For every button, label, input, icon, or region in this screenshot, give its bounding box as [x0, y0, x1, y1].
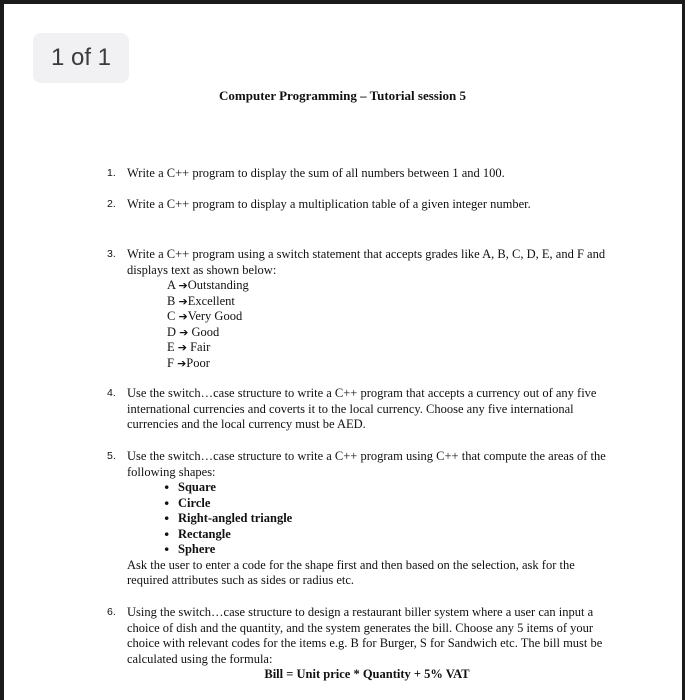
question-number: 6.: [107, 606, 116, 618]
grade-item: C ➔Very Good: [167, 309, 243, 324]
arrow-icon: ➔: [179, 325, 189, 339]
question-number: 3.: [107, 248, 116, 260]
question-6: [107, 605, 607, 683]
bullet-icon: •: [163, 511, 171, 527]
arrow-icon: ➔: [177, 341, 187, 355]
shape-item: • Circle: [163, 495, 211, 511]
bill-formula: Bill = Unit price * Quantity + 5% VAT: [264, 667, 470, 681]
question-text: Use the switch…case structure to write a C++ program using C++ that compute the areas of the following shapes:: [127, 449, 606, 479]
grade-item: E ➔ Fair: [167, 340, 211, 355]
grade-item: D ➔ Good: [167, 324, 220, 339]
question-5: [107, 449, 607, 589]
bullet-icon: •: [163, 495, 171, 511]
grade-item: A ➔Outstanding: [167, 278, 249, 292]
question-2: [107, 197, 607, 213]
arrow-icon: ➔: [177, 356, 187, 370]
shape-item: • Square: [163, 480, 216, 495]
question-followup-text: Ask the user to enter a code for the shape first and then based on the selection, ask for the required attributes such as sides or radius etc.: [127, 557, 575, 588]
bullet-icon: •: [163, 480, 171, 495]
grade-item: F ➔Poor: [167, 355, 210, 370]
shape-item: • Rectangle: [163, 526, 231, 542]
arrow-icon: ➔: [178, 310, 188, 324]
arrow-icon: ➔: [178, 294, 188, 308]
question-number: 1.: [107, 167, 116, 179]
grade-item: B ➔Excellent: [167, 293, 235, 308]
question-number: 2.: [107, 198, 116, 210]
question-4: [107, 386, 607, 433]
question-text: Use the switch…case structure to write a C++ program that accepts a currency out of any five international currencies and coverts it to the local currency. Choose any five international currencies and the local currency must be AED.: [127, 386, 597, 431]
bullet-icon: •: [163, 526, 171, 542]
grade-list: [167, 278, 607, 372]
shape-item: • Sphere: [163, 542, 216, 558]
question-number: 5.: [107, 450, 116, 462]
arrow-icon: ➔: [178, 279, 188, 292]
question-number: 4.: [107, 387, 116, 399]
bullet-icon: •: [163, 542, 171, 558]
question-1: [107, 166, 607, 182]
question-text: Write a C++ program to display the sum of all numbers between 1 and 100.: [127, 166, 505, 180]
question-3: [107, 247, 607, 384]
document-title: Computer Programming – Tutorial session 5: [219, 88, 466, 103]
page-indicator: 1 of 1: [33, 33, 129, 83]
question-text: Write a C++ program using a switch statement that accepts grades like A, B, C, D, E, and F and displays text as shown below:: [127, 247, 606, 277]
question-text: Using the switch…case structure to design a restaurant biller system where a user can input a choice of dish and the quantity, and the system generates the bill. Choose any 5 items of your choice with relevant codes for the items e.g. B for Burger, S for Sandwich etc. The bill must be calculated using the formula:: [127, 605, 603, 666]
shape-list: [163, 480, 607, 558]
question-text: Write a C++ program to display a multiplication table of a given integer number.: [127, 197, 531, 211]
shape-item: • Right-angled triangle: [163, 511, 293, 527]
